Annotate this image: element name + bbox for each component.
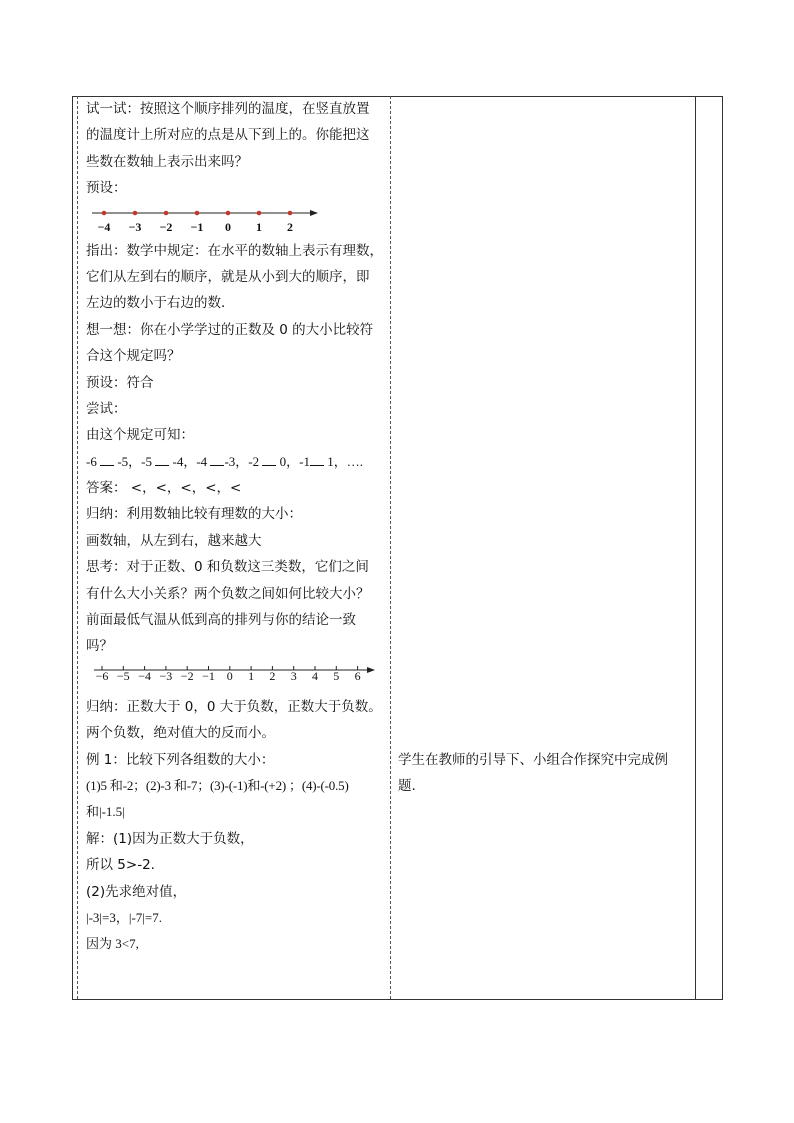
number-line-1-tick-label: 2 [287, 219, 293, 234]
number-line-2-tick-label: 6 [354, 668, 361, 683]
number-line-2-tick-label: −4 [138, 668, 151, 683]
point-out-line: 它们从左到右的顺序，就是从小到大的顺序，即 [86, 268, 370, 285]
number-line-2-tick-label: −5 [116, 668, 130, 683]
answer-line: 答案： <，<，<，<，< [86, 480, 242, 497]
answer-blank[interactable] [155, 453, 169, 466]
solution-line: 所以 5>-2. [86, 857, 155, 874]
solution-line: 因为 3<7, [86, 936, 139, 952]
number-line-2-tick-label: 1 [248, 668, 255, 683]
comparison-blanks: -6 -5，-5 -4，-4 -3，-2 0，-1 1，…. [86, 453, 363, 469]
think-line: 吗？ [86, 638, 113, 655]
number-line-2 [86, 660, 386, 694]
lesson-table [72, 96, 723, 999]
number-line-2-arrow [367, 667, 375, 673]
summary-line: 两个负数，绝对值大的反而小。 [86, 725, 275, 742]
try-line: 的温度计上所对应的点是从下到上的。你能把这 [86, 127, 370, 144]
rule-known: 由这个规定可知： [86, 427, 194, 444]
number-line-1-tick-label: −2 [159, 219, 173, 234]
point-out-line: 左边的数小于右边的数． [86, 295, 235, 312]
number-line-2-tick-label: 5 [333, 668, 340, 683]
number-line-1-tick-label: −4 [97, 219, 111, 234]
try-line: 试一试：按照这个顺序排列的温度，在竖直放置 [86, 101, 370, 117]
solution-line: (2)先求绝对值， [86, 883, 187, 900]
think-line: 思考：对于正数、0 和负数这三类数，它们之间 [86, 559, 369, 576]
think-line: 想一想：你在小学学过的正数及 0 的大小比较符 [86, 321, 374, 338]
number-line-2-tick-label: −6 [95, 668, 109, 683]
number-line-1-point [226, 210, 231, 215]
preset-answer: 预设：符合 [86, 374, 154, 391]
number-line-2-tick-label: −3 [159, 668, 173, 683]
student-activity-line: 题. [398, 778, 416, 795]
answer-blank[interactable] [310, 453, 324, 466]
answer-blank[interactable] [262, 453, 276, 466]
example-line: 和|-1.5| [86, 804, 125, 820]
number-line-1-point [133, 210, 138, 215]
point-out-line: 指出：数学中规定：在水平的数轴上表示有理数， [86, 242, 383, 259]
number-line-1-tick-label: 1 [256, 219, 262, 234]
number-line-2-tick-label: 3 [290, 668, 297, 683]
number-line-1-tick-label: −1 [190, 219, 204, 234]
example-title: 例 1：比较下列各组数的大小： [86, 751, 275, 768]
student-activity-column [398, 747, 698, 800]
number-line-2-tick-label: 4 [312, 668, 318, 683]
number-line-1-point [288, 210, 293, 215]
student-activity-line: 学生在教师的引导下、小组合作探究中完成例 [398, 752, 668, 768]
teaching-content-column [86, 96, 386, 958]
preset-label: 预设： [86, 180, 127, 197]
table-right-border [722, 96, 723, 999]
think-line: 合这个规定吗？ [86, 348, 181, 365]
number-line-1-point [102, 210, 107, 215]
table-bottom-border [72, 999, 723, 1000]
summary-line: 归纳：正数大于 0，0 大于负数，正数大于负数。 [86, 698, 382, 715]
number-line-1-point [257, 210, 262, 215]
column-divider [695, 96, 696, 999]
number-line-1-graphic [86, 202, 386, 238]
number-line-1-point [195, 210, 200, 215]
answer-blank[interactable] [210, 453, 224, 466]
number-line-2-graphic [86, 660, 386, 694]
number-line-2-tick-label: −2 [180, 668, 194, 683]
summary-line: 归纳：利用数轴比较有理数的大小： [86, 506, 302, 523]
table-left-border [72, 96, 73, 999]
number-line-1-tick-label: −3 [128, 219, 142, 234]
number-line-2-tick-label: −1 [202, 668, 215, 683]
answer-blank[interactable] [100, 453, 114, 466]
column-divider [77, 96, 78, 999]
number-line-1 [86, 202, 386, 238]
number-line-2-tick-label: 2 [269, 668, 276, 683]
number-line-1-arrow [310, 210, 318, 216]
try-line: 些数在数轴上表示出来吗？ [86, 153, 248, 170]
solution-line: |-3|=3，|-7|=7. [86, 909, 162, 925]
attempt-label: 尝试： [86, 400, 127, 417]
think-line: 有什么大小关系？两个负数之间如何比较大小？ [86, 585, 370, 602]
think-line: 前面最低气温从低到高的排列与你的结论一致 [86, 612, 356, 629]
number-line-1-tick-label: 0 [225, 219, 231, 234]
example-line: (1)5 和-2；(2)-3 和-7；(3)-(-1)和-(+2) ；(4)-(-0.5) [86, 777, 349, 793]
column-divider [390, 96, 391, 999]
summary-line: 画数轴，从左到右，越来越大 [86, 532, 262, 549]
number-line-1-point [164, 210, 169, 215]
number-line-2-tick-label: 0 [226, 668, 233, 683]
solution-line: 解：(1)因为正数大于负数， [86, 830, 254, 847]
